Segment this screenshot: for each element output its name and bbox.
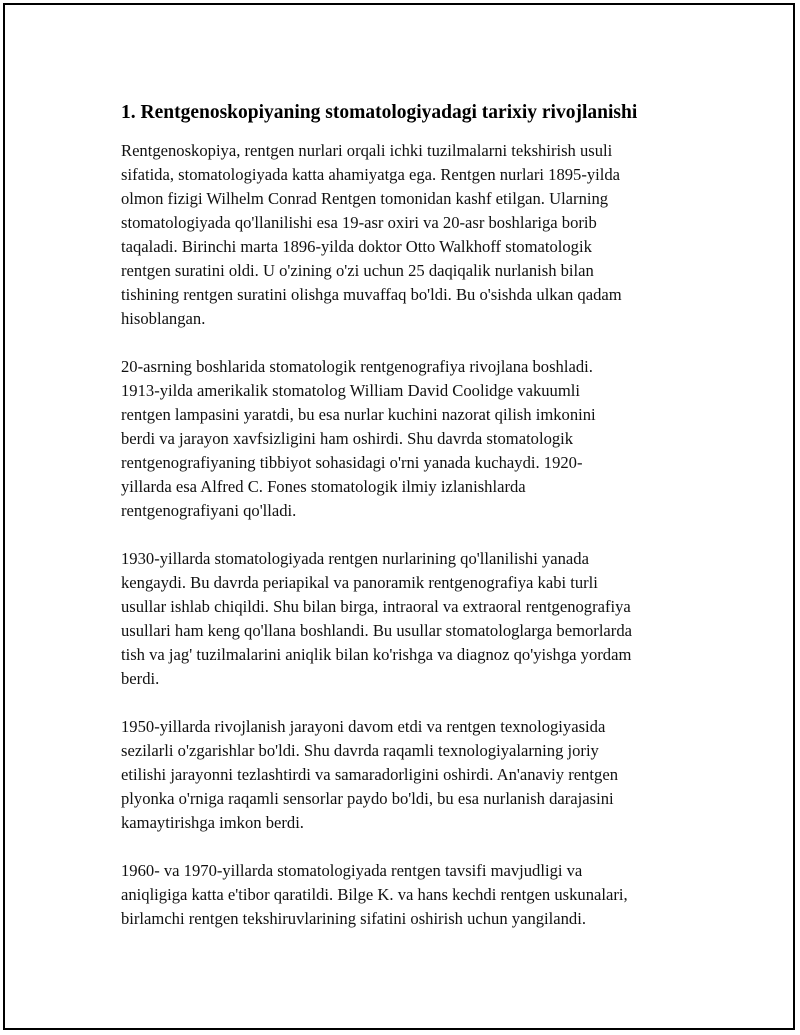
- text-line: usullar ishlab chiqildi. Shu bilan birga, intraoral va extraoral rentgenografiya: [121, 597, 631, 616]
- paragraph: [121, 859, 701, 931]
- text-line: 20-asrning boshlarida stomatologik rentgenografiya rivojlana boshladi.: [121, 357, 593, 376]
- text-line: hisoblangan.: [121, 309, 206, 328]
- text-line: 1913-yilda amerikalik stomatolog William David Coolidge vakuumli: [121, 381, 580, 400]
- text-line: rentgen lampasini yaratdi, bu esa nurlar kuchini nazorat qilish imkonini: [121, 405, 596, 424]
- text-line: 1950-yillarda rivojlanish jarayoni davom etdi va rentgen texnologiyasida: [121, 717, 606, 736]
- paragraph: [121, 139, 701, 331]
- text-line: rentgenografiyani qo'lladi.: [121, 501, 297, 520]
- text-line: olmon fizigi Wilhelm Conrad Rentgen tomonidan kashf etilgan. Ularning: [121, 189, 609, 208]
- text-line: yillarda esa Alfred C. Fones stomatologik ilmiy izlanishlarda: [121, 477, 526, 496]
- text-line: tish va jag' tuzilmalarini aniqlik bilan ko'rishga va diagnoz qo'yishga yordam: [121, 645, 632, 664]
- text-line: 1960- va 1970-yillarda stomatologiyada rentgen tavsifi mavjudligi va: [121, 861, 583, 880]
- paragraph: [121, 547, 701, 691]
- paragraph-container: [121, 139, 701, 931]
- text-line: birlamchi rentgen tekshiruvlarining sifatini oshirish uchun yangilandi.: [121, 909, 586, 928]
- text-line: berdi va jarayon xavfsizligini ham oshirdi. Shu davrda stomatologik: [121, 429, 574, 448]
- text-line: taqaladi. Birinchi marta 1896-yilda doktor Otto Walkhoff stomatologik: [121, 237, 592, 256]
- text-line: 1930-yillarda stomatologiyada rentgen nurlarining qo'llanilishi yanada: [121, 549, 589, 568]
- text-line: stomatologiyada qo'llanilishi esa 19-asr oxiri va 20-asr boshlariga borib: [121, 213, 597, 232]
- text-line: kengaydi. Bu davrda periapikal va panoramik rentgenografiya kabi turli: [121, 573, 598, 592]
- paragraph: [121, 355, 701, 523]
- text-line: etilishi jarayonni tezlashtirdi va samaradorligini oshirdi. An'anaviy rentgen: [121, 765, 618, 784]
- paragraph: [121, 715, 701, 835]
- text-line: tishining rentgen suratini olishga muvaffaq bo'ldi. Bu o'sishda ulkan qadam: [121, 285, 622, 304]
- text-line: rentgenografiyaning tibbiyot sohasidagi o'rni yanada kuchaydi. 1920-: [121, 453, 583, 472]
- section-heading: 1. Rentgenoskopiyaning stomatologiyadagi tarixiy rivojlanishi: [121, 102, 638, 123]
- text-line: kamaytirishga imkon berdi.: [121, 813, 304, 832]
- text-line: sezilarli o'zgarishlar bo'ldi. Shu davrda raqamli texnologiyalarning joriy: [121, 741, 599, 760]
- document-body: [121, 101, 701, 955]
- text-line: rentgen suratini oldi. U o'zining o'zi uchun 25 daqiqalik nurlanish bilan: [121, 261, 594, 280]
- text-line: sifatida, stomatologiyada katta ahamiyatga ega. Rentgen nurlari 1895-yilda: [121, 165, 621, 184]
- page-frame: [3, 3, 795, 1030]
- text-line: usullari ham keng qo'llana boshlandi. Bu usullar stomatologlarga bemorlarda: [121, 621, 632, 640]
- text-line: berdi.: [121, 669, 160, 688]
- text-line: plyonka o'rniga raqamli sensorlar paydo bo'ldi, bu esa nurlanish darajasini: [121, 789, 614, 808]
- text-line: Rentgenoskopiya, rentgen nurlari orqali ichki tuzilmalarni tekshirish usuli: [121, 141, 613, 160]
- text-line: aniqligiga katta e'tibor qaratildi. Bilge K. va hans kechdi rentgen uskunalari,: [121, 885, 628, 904]
